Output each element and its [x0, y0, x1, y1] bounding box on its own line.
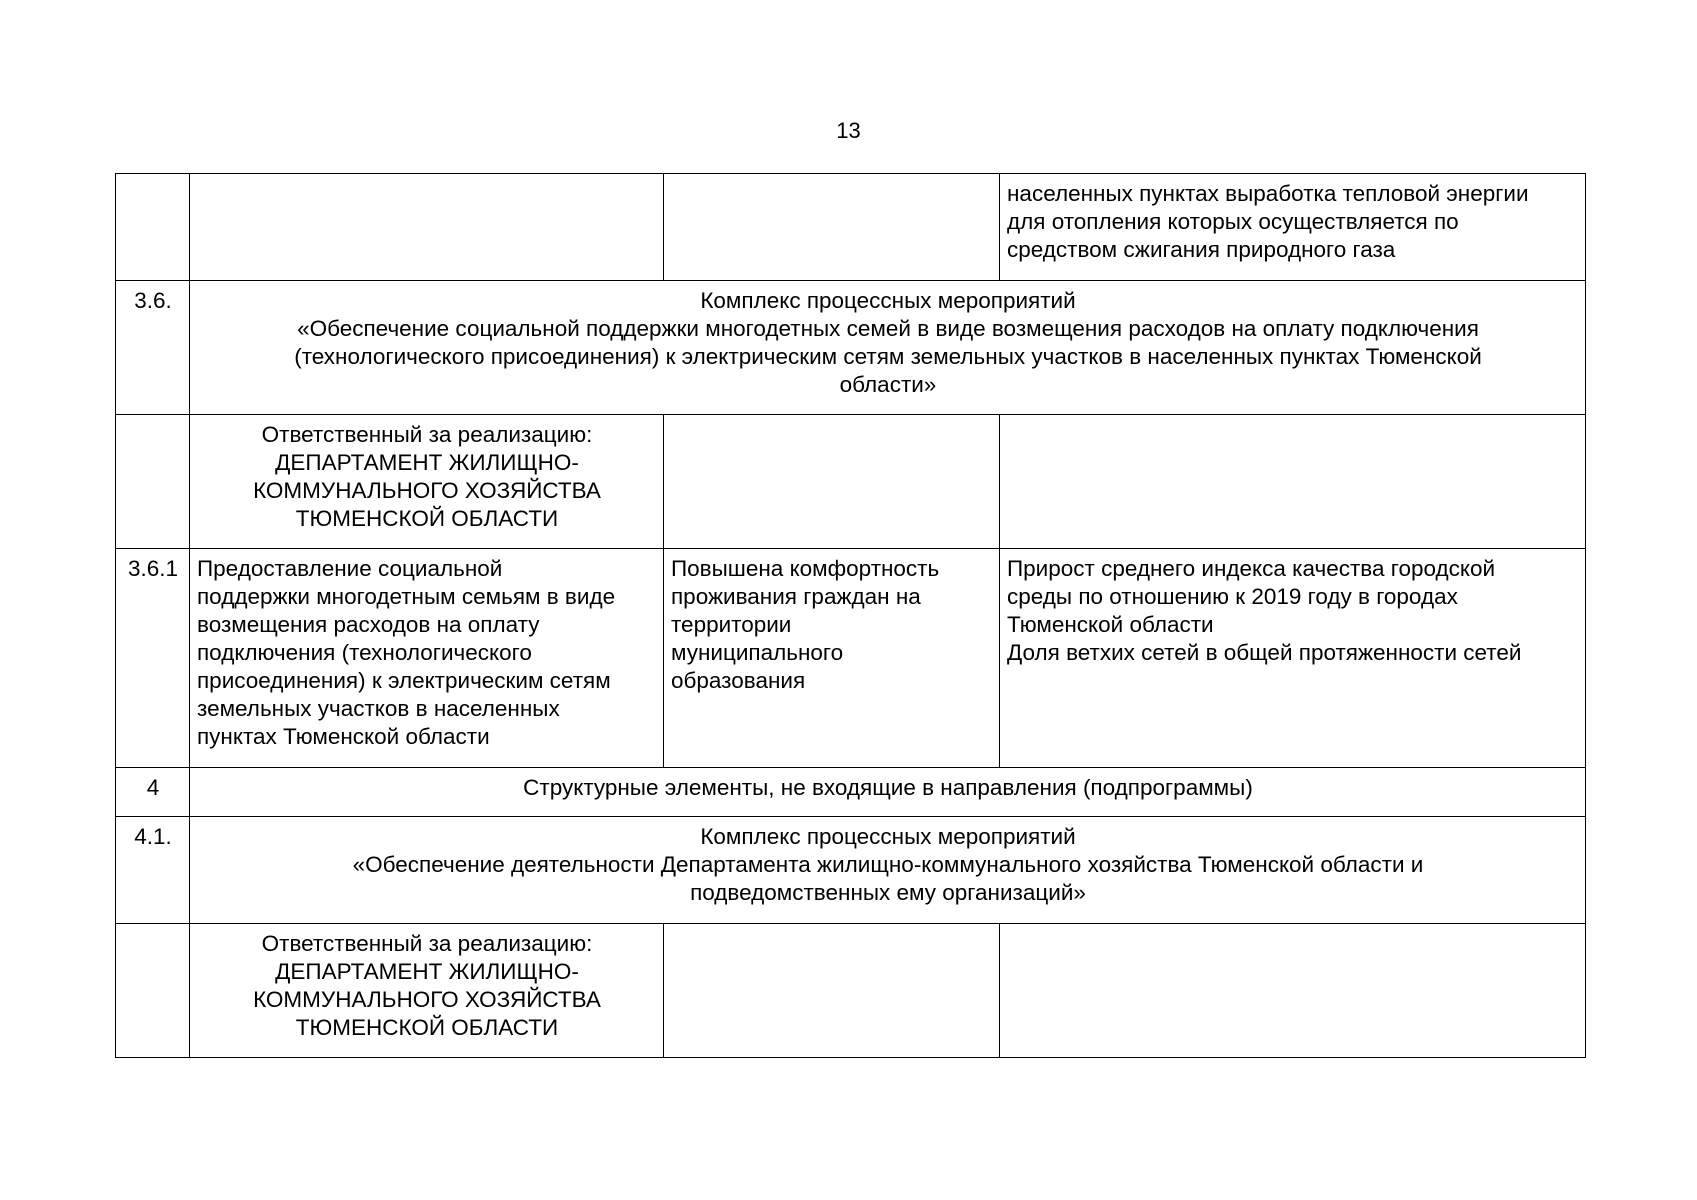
section-heading-text: области»: [839, 372, 937, 397]
row-number-cell: 3.6.1: [116, 549, 190, 768]
table-row: [116, 174, 1586, 281]
section-heading-text: Структурные элементы, не входящие в направления (подпрограммы): [523, 775, 1253, 800]
responsible-cell: [190, 924, 664, 1058]
responsible-text: КОММУНАЛЬНОГО ХОЗЯЙСТВА: [253, 478, 601, 503]
table-row: [116, 924, 1586, 1058]
section-heading-cell: [190, 768, 1586, 817]
effect-text: образования: [671, 668, 806, 693]
effect-cell: [664, 924, 1000, 1058]
effect-text: муниципального: [671, 640, 844, 665]
indicator-text: Прирост среднего индекса качества городской: [1007, 556, 1496, 581]
task-text: присоединения) к электрическим сетям: [197, 668, 611, 693]
table-row: [116, 281, 1586, 415]
responsible-text: ДЕПАРТАМЕНТ ЖИЛИЩНО-: [275, 959, 579, 984]
effect-text: проживания граждан на: [671, 584, 921, 609]
responsible-text: Ответственный за реализацию:: [261, 931, 593, 956]
section-heading-cell: [190, 817, 1586, 924]
page-number: 13: [836, 118, 861, 143]
indicator-cell: [1000, 415, 1586, 549]
table-row: [116, 415, 1586, 549]
responsible-text: ТЮМЕНСКОЙ ОБЛАСТИ: [295, 506, 559, 531]
task-text: Предоставление социальной: [197, 556, 503, 581]
row-number-cell: [116, 415, 190, 549]
row-number-cell: 4: [116, 768, 190, 817]
table-row: [116, 817, 1586, 924]
section-heading-cell: [190, 281, 1586, 415]
program-table: [115, 173, 1586, 1058]
effect-cell: [664, 174, 1000, 281]
indicator-text: Доля ветхих сетей в общей протяженности сетей: [1007, 640, 1522, 665]
task-cell: [190, 174, 664, 281]
section-heading-text: Комплекс процессных мероприятий: [700, 288, 1076, 313]
section-heading-text: (технологического присоединения) к электрическим сетям земельных участков в населенных пунктах Тюменской: [294, 344, 1482, 369]
indicator-cell: [1000, 174, 1586, 281]
effect-text: территории: [671, 612, 792, 637]
effect-text: Повышена комфортность: [671, 556, 940, 581]
task-cell: [190, 549, 664, 768]
table-row: [116, 768, 1586, 817]
responsible-text: КОММУНАЛЬНОГО ХОЗЯЙСТВА: [253, 987, 601, 1012]
section-heading-text: «Обеспечение деятельности Департамента жилищно-коммунального хозяйства Тюменской области и: [352, 852, 1424, 877]
responsible-text: ДЕПАРТАМЕНТ ЖИЛИЩНО-: [275, 450, 579, 475]
task-text: пунктах Тюменской области: [197, 724, 490, 749]
responsible-text: ТЮМЕНСКОЙ ОБЛАСТИ: [295, 1015, 559, 1040]
indicator-text: средством сжигания природного газа: [1007, 237, 1396, 262]
responsible-cell: [190, 415, 664, 549]
indicator-cell: [1000, 924, 1586, 1058]
row-number-cell: 4.1.: [116, 817, 190, 924]
indicator-cell: [1000, 549, 1586, 768]
responsible-text: Ответственный за реализацию:: [261, 422, 593, 447]
row-number-cell: [116, 924, 190, 1058]
effect-cell: [664, 549, 1000, 768]
task-text: поддержки многодетным семьям в виде: [197, 584, 616, 609]
indicator-text: среды по отношению к 2019 году в городах: [1007, 584, 1458, 609]
indicator-text: для отопления которых осуществляется по: [1007, 209, 1459, 234]
row-number-cell: 3.6.: [116, 281, 190, 415]
task-text: возмещения расходов на оплату: [197, 612, 540, 637]
indicator-text: Тюменской области: [1007, 612, 1214, 637]
row-number-cell: [116, 174, 190, 281]
table-row: [116, 549, 1586, 768]
section-heading-text: Комплекс процессных мероприятий: [700, 824, 1076, 849]
task-text: земельных участков в населенных: [197, 696, 560, 721]
section-heading-text: подведомственных ему организаций»: [690, 880, 1086, 905]
task-text: подключения (технологического: [197, 640, 532, 665]
effect-cell: [664, 415, 1000, 549]
indicator-text: населенных пунктах выработка тепловой энергии: [1007, 181, 1529, 206]
section-heading-text: «Обеспечение социальной поддержки многодетных семей в виде возмещения расходов на оплату подключения: [297, 316, 1479, 341]
